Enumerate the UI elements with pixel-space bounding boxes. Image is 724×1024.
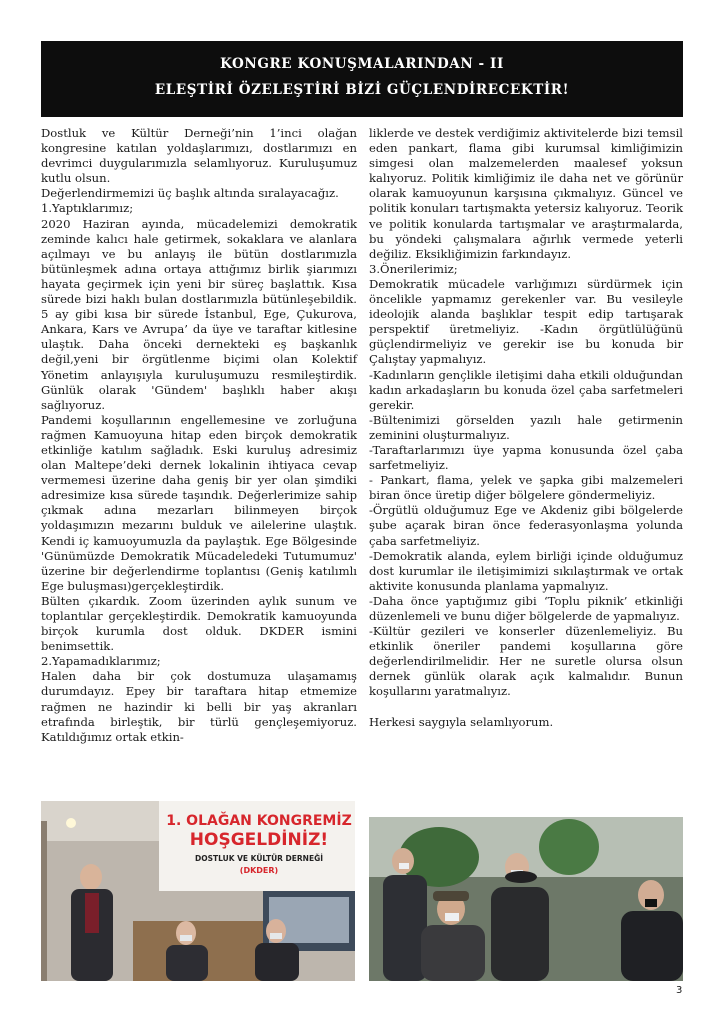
paragraph: Dostluk ve Kültür Derneği’nin 1’inci olağan kongresine katılan yoldaşlarımızı, dostlarımızı en devrimci duygularımızla selamlıyoruz. Kuruluşumuz kutlu olsun.: [41, 126, 357, 186]
paragraph: 2020 Haziran ayında, mücadelemizi demokratik zeminde kalıcı hale getirmek, sokaklara ve alanlara açılmayı ve bu anlayış ile bütün dostlarımızla bütünleşmek adına ortaya attığımız birlik şiarımızı hayata geçirmek için yeni bir süreç başlattık. Kısa sürede bizi haklı bulan dostlarımızla bütünleşebildik. 5 ay gibi kısa bir sürede İstanbul, Ege, Çukurova, Ankara, Kars ve Avrupa’ da üye ve taraftar kitlesine ulaştık. Daha önceki dernekteki eş başkanlık değil,yeni bir örgütlenme biçimi olan Kolektif Yönetim anlayışıyla kuruluşumuzu resmileştirdik. Günlük olarak 'Gündem' başlıklı haber akışı sağlıyoruz.: [41, 216, 357, 412]
right-column: [369, 126, 683, 730]
paragraph: Halen daha bir çok dostumuza ulaşamamış durumdayız. Epey bir taraftara hitap etmemize rağmen ne hazindir ki belli bir yaş akranları etrafında birleştik, bir türlü gençleşemiyoruz. Katıldığımız ortak etkin-: [41, 669, 357, 744]
congress-hall-illustration: [41, 801, 355, 981]
list-item: -Kültür gezileri ve konserler düzenlemeliyiz. Bu etkinlik öneriler pandemi koşullarına göre değerlendirilmelidir. Her ne suretle olursa olsun dernek günlük olarak açık kalmalıdır. Bunun koşullarını yaratmalıyız.: [369, 624, 683, 699]
list-item: -Demokratik alanda, eylem birliği içinde olduğumuz dost kurumlar ile iletişimimizi sıkılaştırmak ve ortak aktivite konusunda planlama yapmalıyız.: [369, 548, 683, 593]
list-item: -Bültenimizi görselden yazılı hale getirmenin zeminini oluşturmalıyız.: [369, 412, 683, 442]
paragraph: Bülten çıkardık. Zoom üzerinden aylık sunum ve toplantılar gerçekleştirdik. Demokratik kamuoyunda birçok kurumla dost olduk. DKDER ismini benimsettik.: [41, 593, 357, 654]
closing-line: Herkesi saygıyla selamlıyorum.: [369, 714, 554, 729]
title-line-2: ELEŞTİRİ ÖZELEŞTİRİ BİZİ GÜÇLENDİRECEKTİR!: [154, 82, 570, 98]
section-heading: 3.Önerilerimiz;: [369, 261, 458, 276]
list-item: - Pankart, flama, yelek ve şapka gibi malzemeleri biran önce üretip diğer bölgelere göndermeliyiz.: [369, 473, 683, 503]
photo-banner-line-4: (DKDER): [239, 866, 279, 875]
page-number: 3: [676, 985, 683, 996]
paragraph: Pandemi koşullarının engellemesine ve zorluğuna rağmen Kamuoyuna hitap eden birçok demokratik etkinliğe katılım sağladık. Eski kuruluş adresimiz olan Maltepe’deki dernek lokalinin ihtiyaca cevap vermemesi üzerine daha geniş bir yer olan şimdiki adresimize kısa sürede taşındık. Değerlerimize sahip çıkmak adına mezarları bilinmeyen birçok yoldaşımızın mezarını bulduk ve ailelerine ulaştık. Kendi iç kamuoyumuzla da paylaştık. Ege Bölgesinde 'Günümüzde Demokratik Mücadeledeki Tutumumuz' üzerine bir değerlendirme toplantısı (Geniş katılımlı Ege buluşması)gerçekleştirdik.: [41, 412, 357, 593]
congress-hall-photo: [41, 801, 355, 981]
audience-photo: [369, 817, 683, 981]
left-column: [41, 126, 357, 745]
title-line-1: KONGRE KONUŞMALARINDAN - II: [220, 56, 504, 72]
paragraph: Değerlendirmemizi üç başlık altında sıralayacağız.: [41, 186, 339, 201]
audience-illustration: [369, 817, 683, 981]
photo-banner-line-1: 1. OLAĞAN KONGREMİZ: [166, 813, 352, 829]
section-heading: 1.Yaptıklarımız;: [41, 201, 134, 216]
spacer: [369, 700, 683, 715]
list-item: -Daha önce yaptığımız gibi ‘Toplu piknik’ etkinliği düzenlemeli ve bunu diğer bölgelerde de yapmalıyız.: [369, 593, 683, 623]
list-item: -Kadınların gençlikle iletişimi daha etkili olduğundan kadın arkadaşların bu konuda özel çaba sarfetmeleri gerekir.: [369, 367, 683, 412]
list-item: -Taraftarlarımızı üye yapma konusunda özel çaba sarfetmeliyiz.: [369, 442, 683, 473]
paragraph: Demokratik mücadele varlığımızı sürdürmek için öncelikle yapmamız gerekenler var. Bu vesileyle ideolojik alanda başlıklar tespit edip tartışarak perspektif üretmeliyiz. -Kadın örgütlülüğünü güçlendirmeliyiz ve gerekir ise bu konuda bir Çalıştay yapmalıyız.: [369, 276, 683, 367]
article-title-banner: [41, 41, 683, 117]
photo-banner-line-2: HOŞGELDİNİZ!: [189, 830, 329, 850]
list-item: -Örgütlü olduğumuz Ege ve Akdeniz gibi bölgelerde şube açarak biran önce federasyonlaşma yolunda çaba sarfetmeliyiz.: [369, 503, 683, 548]
paragraph: liklerde ve destek verdiğimiz aktivitelerde bizi temsil eden pankart, flama gibi kurumsal kimliğimizin simgesi olan malzemelerden maalesef yoksun kalıyoruz. Politik kimliğimiz ile daha net ve görünür olarak kamuoyunun karşısına çıkmalıyız. Güncel ve politik konuları tartışmakta yetersiz kalıyoruz. Teorik ve politik konularda tartışmalar ve araştırmalarda, bu yöndeki çalışmalara ağırlık vermede yeterli değiliz. Eksikliğimizin farkındayız.: [369, 126, 683, 261]
section-heading: 2.Yapamadıklarımız;: [41, 654, 161, 669]
photo-banner-line-3: DOSTLUK VE KÜLTÜR DERNEĞİ: [194, 854, 324, 863]
